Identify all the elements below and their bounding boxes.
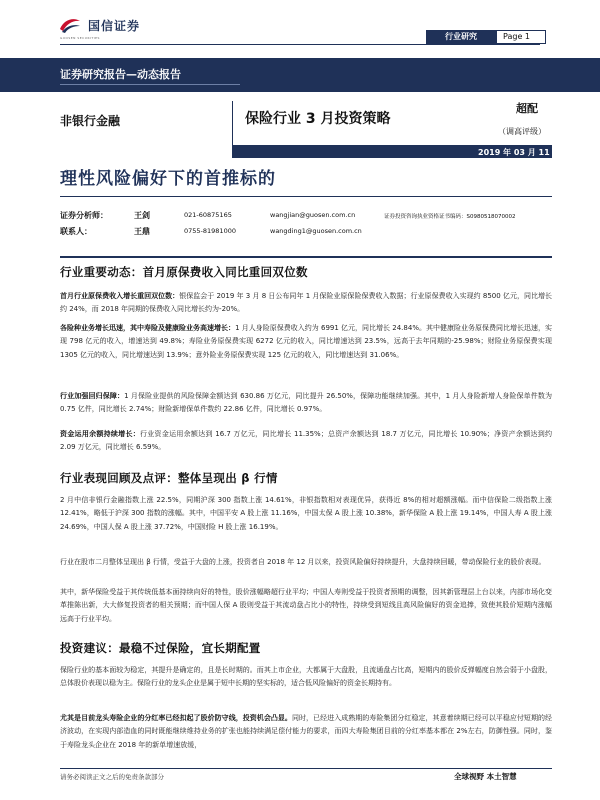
report-topic: 保险行业 3 月投资策略 — [245, 111, 391, 127]
analyst-phone: 021-60875165 — [184, 211, 232, 219]
paragraph-text: 保险行业的基本面较为稳定，其提升是确定的，且是长时期的。而其上市企业，大都属于大盘股，且流通盘占比高，短期内的股价反弹幅度自然会弱于小盘股，总体股价表现以稳为主。保险行业的龙头企业是属于短中长期的坚实标的，适合低风险偏好的资金长期持有。 — [60, 666, 552, 688]
category-tag: 行业研究 — [426, 30, 496, 44]
page-number: Page 1 — [496, 30, 546, 44]
paragraph — [60, 712, 552, 752]
paragraph — [60, 428, 552, 455]
paragraph-text: 1 月保险业提供的风险保障金额达到 630.86 万亿元，同比提升 26.50%，保障功能继续加强。其中，1 月人身险新增人身险保单件数为 0.75 亿件，同比增长 2.74%；财险新增保单件数约 22.86 亿件，同比增长 0.97%。 — [60, 392, 553, 414]
sector-name: 非银行金融 — [60, 114, 121, 128]
rating: 超配 — [516, 102, 538, 115]
analyst-role: 证券分析师： — [60, 211, 108, 220]
paragraph — [60, 556, 552, 569]
paragraph — [60, 290, 552, 317]
headline: 理性风险偏好下的首推标的 — [60, 169, 276, 189]
band-underline — [60, 84, 240, 85]
paragraph — [60, 586, 552, 626]
report-type: 证券研究报告—动态报告 — [60, 68, 181, 81]
headline-divider — [60, 196, 552, 197]
logo-subtext: GUOSEN SECURITIES — [60, 36, 100, 40]
paragraph-text: 行业在股市二月整体呈现出 β 行情，受益于大盘的上涨，投资者自 2018 年 12 月以来，投资风险偏好持续提升，大盘持续回暖，带动保险行业的股价表现。 — [60, 558, 546, 566]
logo-text: 国信证券 — [88, 18, 141, 33]
rating-change: （调高评级） — [498, 127, 546, 136]
paragraph-lead: 各险种业务增长迅速，其中寿险及健康险业务高速增长： — [60, 324, 236, 332]
analyst-email[interactable]: wangjian@guosen.com.cn — [270, 211, 356, 219]
contact-email[interactable]: wangding1@guosen.com.cn — [270, 227, 362, 235]
paragraph-text: 银保监会于 2019 年 3 月 8 日公布同年 1 月保险业原保险保费收入数据；行业原保费收入实现约 8500 亿元，同比增长约 24%，而 2018 年同期的保费收入同比增长约为-20%。 — [60, 292, 552, 314]
top-divider — [60, 44, 540, 45]
paragraph — [60, 664, 552, 691]
paragraph-text: 1 月人身险原保费收入约为 6991 亿元，同比增长 24.84%。其中健康险业务原保费同比增长迅速，实现 798 亿元的收入，增速达到 49.8%；寿险业务原保费实现 6272 亿元的收入，同比增速达到 23.5%，远高于去年同期的-25.98%；财险业务原保费实现 1305 亿元的收入，同比增速达到 13.9%；意外险业务原保费实现 125 亿元的收入，同比增速达到 31.06%。 — [60, 324, 553, 359]
paragraph-lead: 行业加强回归保障： — [60, 392, 125, 400]
paragraph-text: 2 月中信非银行金融指数上涨 22.5%，同期沪深 300 指数上涨 14.61%，非银指数相对表现优异，获得近 8%的相对超额涨幅。而中信保险二级指数上涨 12.41%，略低于沪深 300 指数的涨幅。其中，中国平安 A 股上涨 11.16%，中国太保 A 股上涨 10.38%，新华保险 A 股上涨 19.14%，中国人寿 A 股上涨 24.69%，中国人保 A 股上涨 37.72%，中国财险 H 股上涨 16.19%。 — [60, 496, 552, 531]
paragraph — [60, 494, 552, 534]
paragraph-lead: 资金运用余额持续增长： — [60, 430, 141, 438]
footer-slogan: 全球视野 本土智慧 — [454, 772, 517, 781]
section-title: 行业表现回顾及点评：整体呈现出 β 行情 — [60, 471, 278, 485]
contact-phone: 0755-81981000 — [184, 227, 236, 235]
footer-divider — [60, 768, 552, 769]
logo-mark-icon — [58, 15, 82, 35]
section-divider — [60, 256, 552, 258]
company-logo — [58, 14, 140, 36]
paragraph-lead: 尤其是目前龙头寿险企业的分红率已经扣起了股价防守线，投资机会凸显。 — [60, 714, 292, 722]
paragraph-text: 同时，已经进入成熟期的寿险集团分红稳定，其意着续期已经可以平稳应付短期的经济波动，在实现内部造血的同时既能继续维持业务的扩张也能持续满足偿付能力的要求，而四大寿险集团目前的分红率基本都在 2%左右，防御性强。同时，鉴于寿险龙头企业在 2018 年的新单增速放缓， — [60, 714, 553, 749]
report-date: 2019 年 03 月 11 日 — [478, 148, 561, 157]
analyst-name: 王剑 — [134, 211, 150, 220]
paragraph-text: 行业资金运用余额达到 16.7 万亿元，同比增长 11.35%；总资产余额达到 18.7 万亿元，同比增长 10.90%；净资产余额达到约 2.09 万亿元，同比增长 6.59%。 — [60, 430, 553, 452]
paragraph-lead: 首月行业原保费收入增长重回双位数： — [60, 292, 180, 300]
paragraph-text: 其中，新华保险受益于其传统低基本面持续向好的特性，股价涨幅略超行业平均；中国人寿则受益于投资者预期的调整，因其新管理层上台以来，内部市场化变革推陈出新，大大修复投资者的相关预期；而中国人保 A 股则受益于其流动盘占比小的特性，持续受到短线且高风险偏好的资金追捧，致使其股价短期内涨幅远高于行业平均。 — [60, 588, 552, 623]
paragraph — [60, 322, 552, 362]
section-title: 行业重要动态：首月原保费收入同比重回双位数 — [60, 265, 308, 279]
analyst-cert: 证券投资咨询执业资格证书编码：S0980518070002 — [384, 214, 516, 220]
contact-name: 王鼎 — [134, 227, 150, 236]
contact-role: 联系人： — [60, 227, 92, 236]
footer-disclaimer: 请务必阅读正文之后的免责条款部分 — [60, 773, 164, 781]
paragraph — [60, 390, 552, 417]
section-title: 投资建议：最稳不过保险，宜长期配置 — [60, 641, 261, 655]
